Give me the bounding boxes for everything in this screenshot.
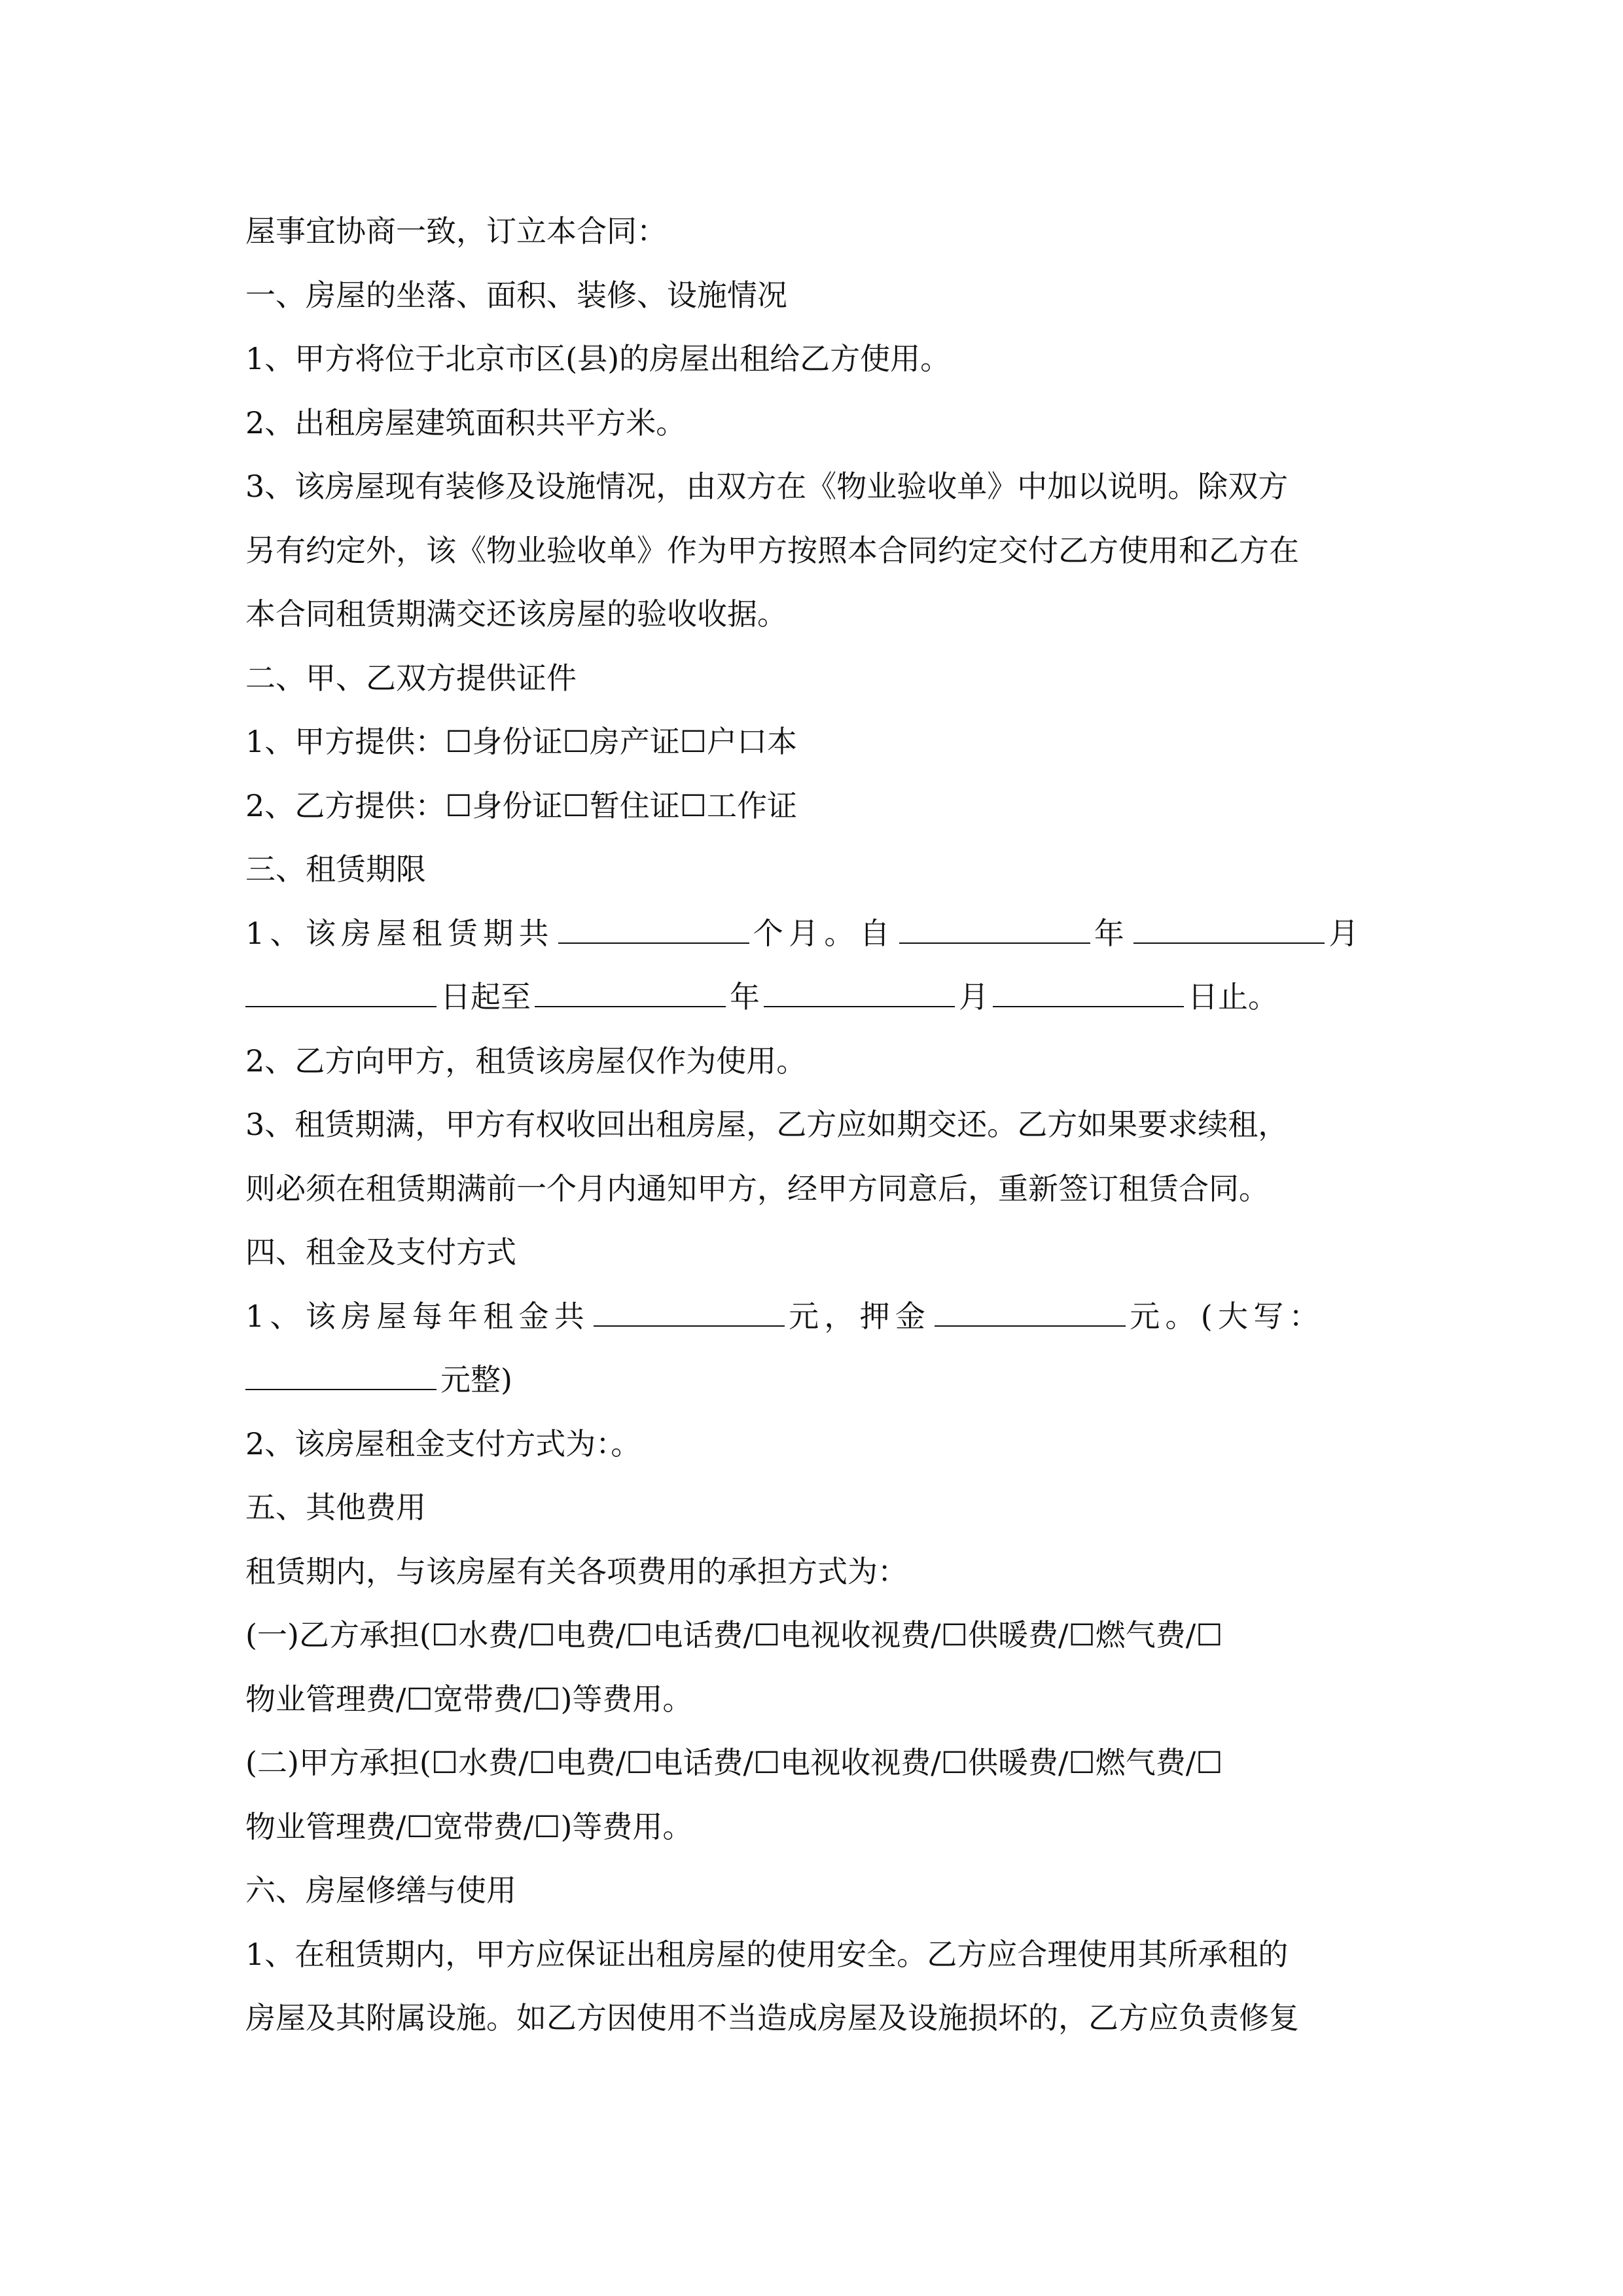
rent-text: 元。(大写： [1130,1298,1325,1334]
text-line: 3、该房屋现有装修及设施情况，由双方在《物业验收单》中加以说明。除双方 [245,469,1289,504]
text-line: (二)甲方承担(☐水费/☐电费/☐电话费/☐电视收视费/☐供暖费/☐燃气费/☐ [245,1745,1223,1780]
text-line: 2、乙方向甲方，租赁该房屋仅作为使用。 [245,1043,807,1079]
blank-field [935,1286,1126,1327]
blank-field [245,1350,437,1390]
lease-term-text: 1、该房屋租赁期共 [245,915,554,951]
section-heading: 一、房屋的坐落、面积、装修、设施情况 [245,277,787,313]
rent-line-2 [245,1348,1378,1412]
text-line: 租赁期内，与该房屋有关各项费用的承担方式为： [245,1553,908,1589]
section-heading: 四、租金及支付方式 [245,1234,516,1270]
blank-field [558,903,749,944]
section-heading: 三、租赁期限 [245,852,426,887]
lease-term-line-2 [245,965,1378,1030]
text-line: 则必须在租赁期满前一个月内通知甲方，经甲方同意后，重新签订租赁合同。 [245,1170,1269,1206]
lease-term-text: 月 [959,979,989,1014]
text-line: 2、乙方提供：☐身份证☐暂住证☐工作证 [245,787,797,823]
section-heading: 六、房屋修缮与使用 [245,1873,516,1908]
lease-term-line-1 [245,902,1378,966]
blank-field [594,1286,785,1327]
blank-field [1133,903,1325,944]
text-line: 2、出租房屋建筑面积共平方米。 [245,404,687,440]
lease-term-text: 日止。 [1188,979,1278,1014]
section-heading: 五、其他费用 [245,1490,426,1525]
text-line: 房屋及其附属设施。如乙方因使用不当造成房屋及设施损坏的，乙方应负责修复 [245,2000,1299,2036]
blank-field [764,967,955,1007]
text-line: 1、甲方将位于北京市区(县)的房屋出租给乙方使用。 [245,341,951,376]
blank-field [535,967,726,1007]
rent-text: 元整) [440,1362,512,1397]
text-line: (一)乙方承担(☐水费/☐电费/☐电话费/☐电视收视费/☐供暖费/☐燃气费/☐ [245,1617,1223,1653]
blank-field [899,903,1090,944]
contract-body [245,200,1378,2051]
text-line: 本合同租赁期满交还该房屋的验收收据。 [245,596,787,632]
lease-term-text: 年 [730,979,760,1014]
lease-term-text: 日起至 [440,979,531,1014]
lease-term-text: 个月。自 [753,915,895,951]
text-line: 物业管理费/☐宽带费/☐)等费用。 [245,1808,693,1844]
blank-field [245,967,437,1007]
text-line: 物业管理费/☐宽带费/☐)等费用。 [245,1681,693,1717]
text-line: 1、甲方提供：☐身份证☐房产证☐户口本 [245,724,797,759]
text-line: 1、在租赁期内，甲方应保证出租房屋的使用安全。乙方应合理使用其所承租的 [245,1936,1289,1972]
rent-text: 元，押金 [789,1298,931,1334]
rent-text: 1、该房屋每年租金共 [245,1298,590,1334]
lease-term-text: 月 [1329,915,1364,951]
rent-line-1 [245,1285,1378,1349]
text-line: 另有约定外，该《物业验收单》作为甲方按照本合同约定交付乙方使用和乙方在 [245,532,1299,568]
section-heading: 二、甲、乙双方提供证件 [245,660,577,696]
lease-term-text: 年 [1094,915,1130,951]
text-line: 屋事宜协商一致，订立本合同： [245,213,667,249]
text-line: 3、租赁期满，甲方有权收回出租房屋，乙方应如期交还。乙方如果要求续租， [245,1107,1289,1142]
text-line: 2、该房屋租金支付方式为：。 [245,1426,641,1462]
blank-field [993,967,1184,1007]
